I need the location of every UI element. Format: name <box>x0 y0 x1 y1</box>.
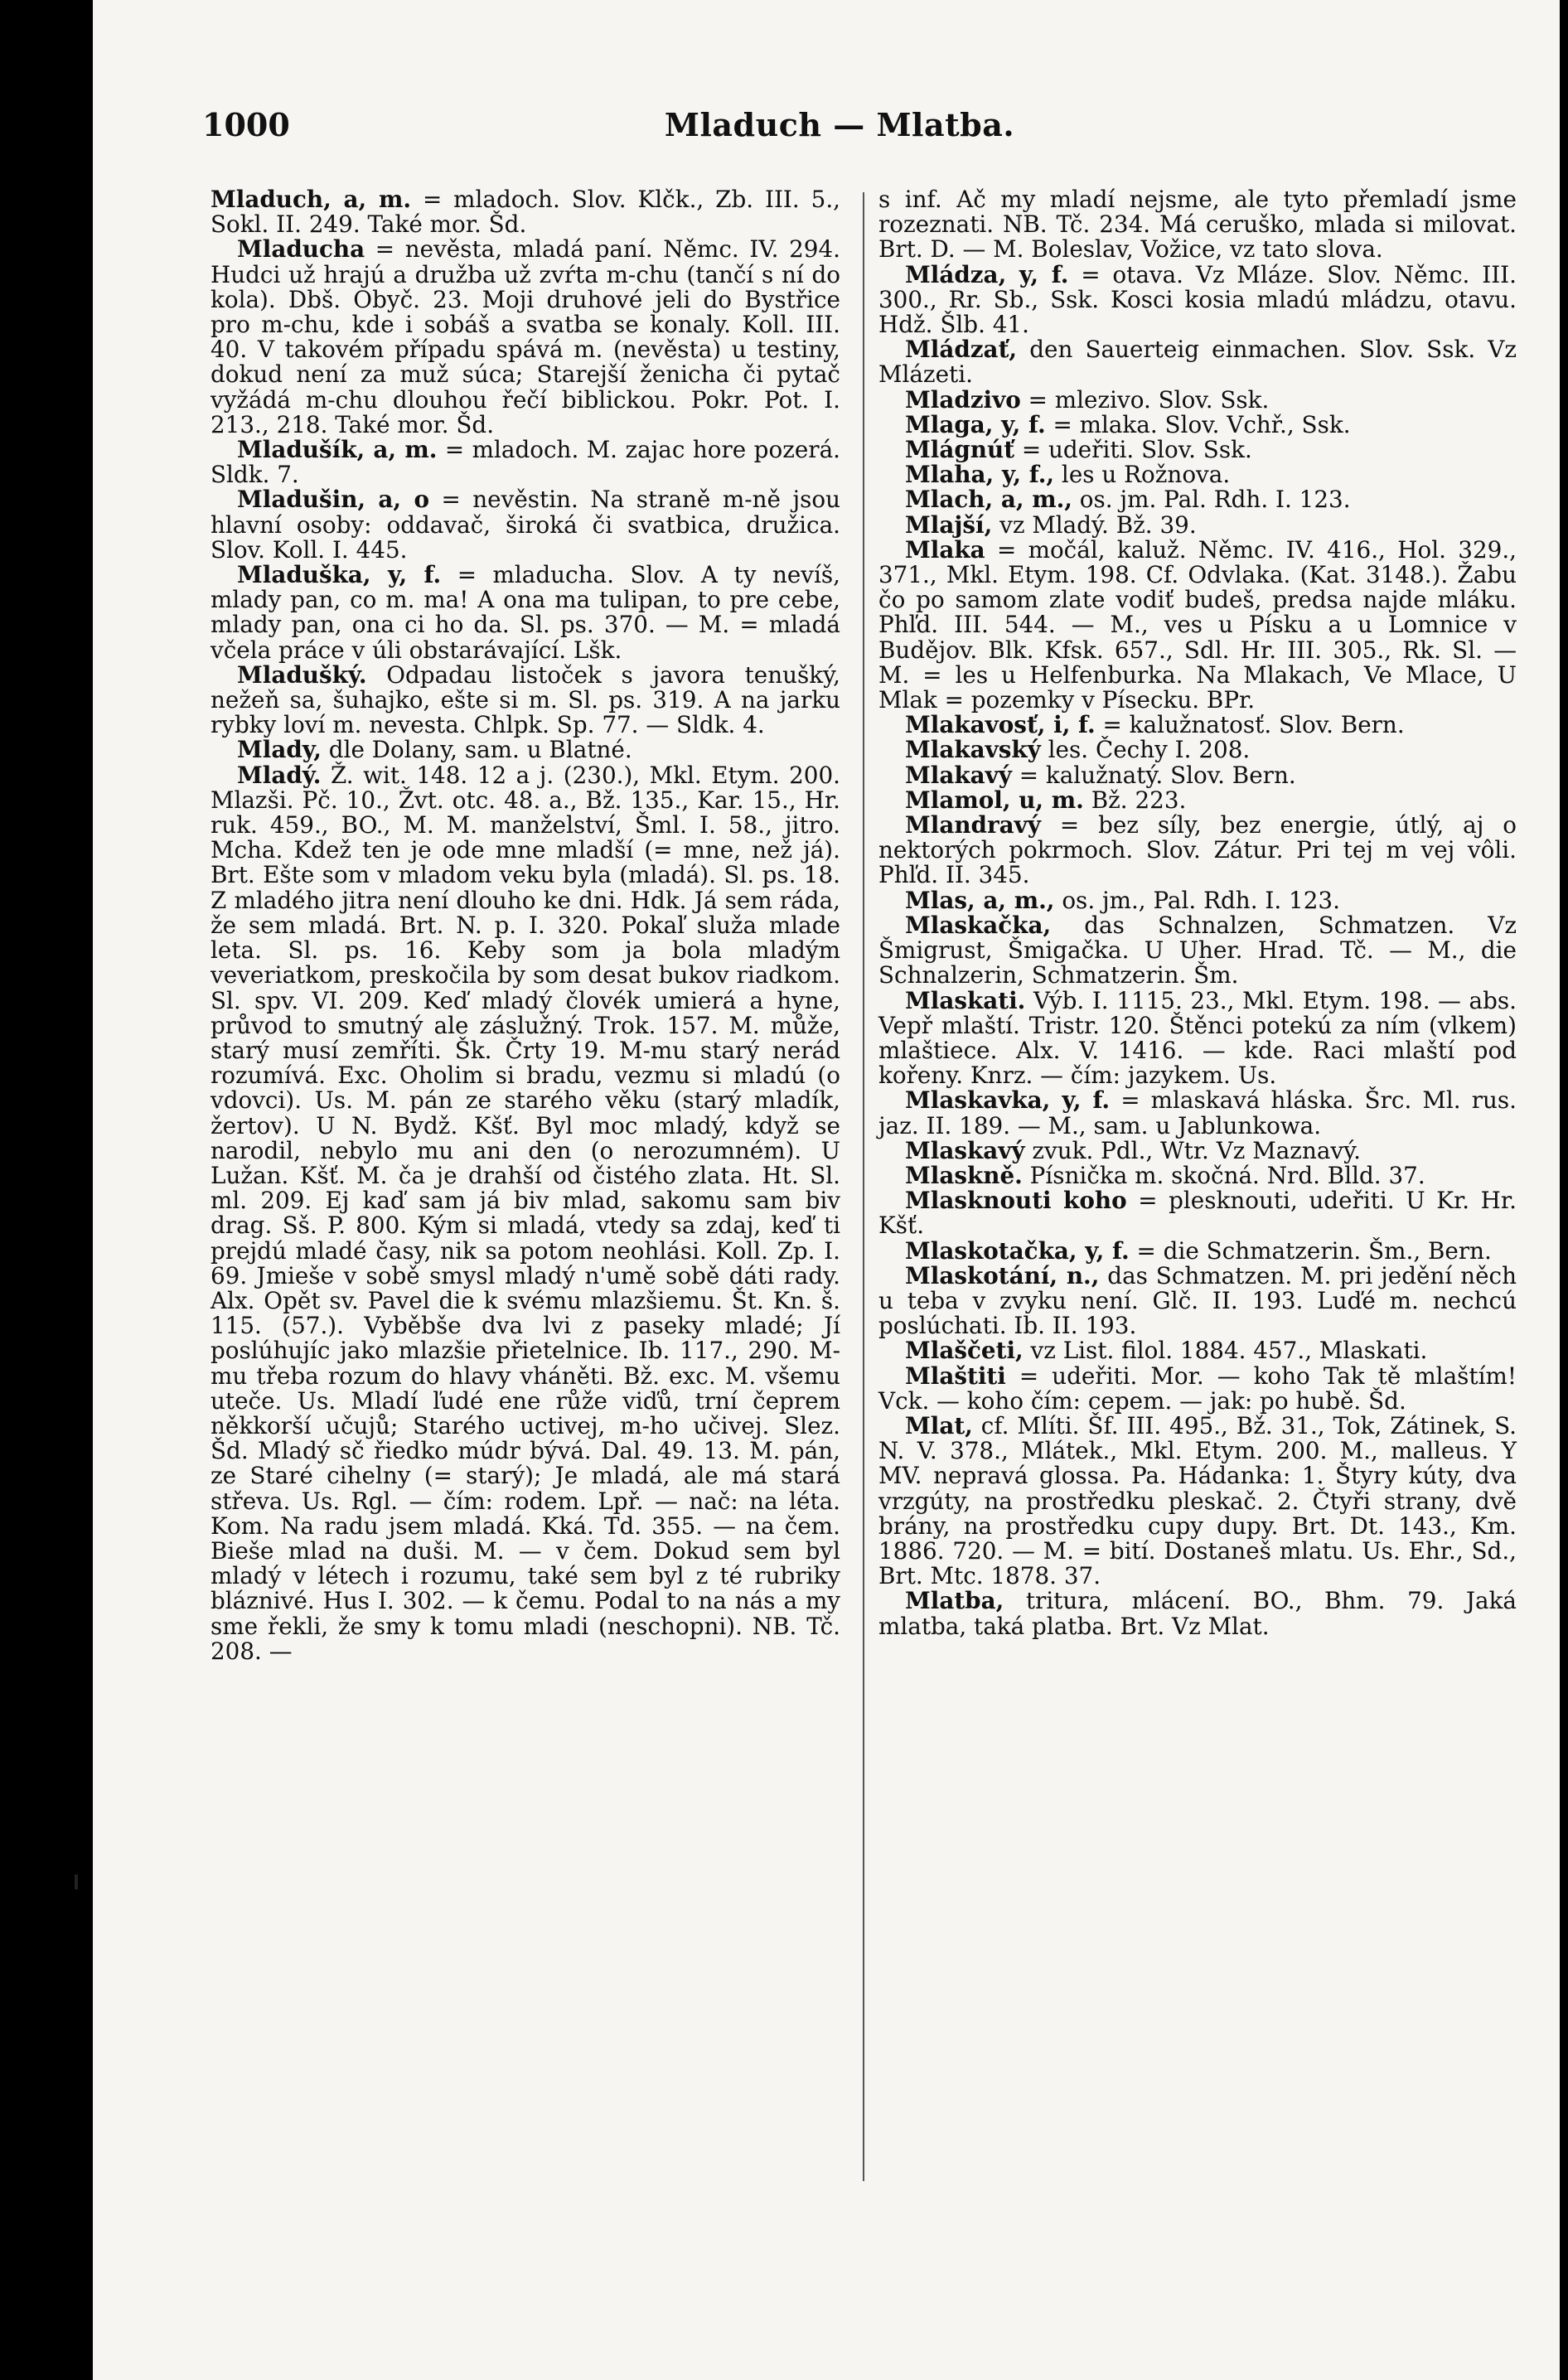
entry-headword: Mlágnúť <box>905 436 1015 464</box>
entry-headword: Mladzivo <box>905 385 1021 414</box>
dictionary-entry <box>211 237 840 438</box>
dictionary-entry <box>878 487 1517 512</box>
entry-text: = bez síly, bez energie, útlý, aj o nektorých pokrmoch. Slov. Zátur. Pri tej m vej vôli. Phľd. II. 345. <box>878 811 1517 889</box>
entry-headword: Mlaha, y, f., <box>905 461 1055 489</box>
entry-text: les. Čechy I. 208. <box>1040 736 1251 764</box>
entry-text: = udeřiti. Slov. Ssk. <box>1014 436 1252 464</box>
left-column <box>211 187 840 1664</box>
entry-text: = otava. Vz Mláze. Slov. Němc. III. 300., Rr. Sb., Ssk. Kosci kosia mladú mládzu, otavu. Hdž. Šlb. 41. <box>878 260 1517 339</box>
entry-headword: Mlandravý <box>905 811 1041 839</box>
dictionary-entry <box>878 438 1517 462</box>
entry-headword: Mlaskotačka, y, f. <box>905 1236 1130 1265</box>
entry-text: dle Dolany, sam. u Blatné. <box>321 736 632 764</box>
dictionary-entry <box>878 1411 1517 1590</box>
entry-text: Bž. 223. <box>1083 786 1187 814</box>
entry-text: = plesknouti, udeřiti. U Kr. Hr. Kšť. <box>878 1187 1517 1240</box>
entry-text: tritura, mlácení. BO., Bhm. 79. Jaká mlatba, taká platba. Brt. Vz Mlat. <box>878 1587 1517 1640</box>
entry-headword: Mladuška, y, f. <box>237 561 442 589</box>
running-header <box>202 106 1477 156</box>
entry-text: = kalužnatosť. Slov. Bern. <box>1095 711 1405 739</box>
dictionary-entry <box>878 913 1517 989</box>
dictionary-entry <box>878 187 1517 263</box>
entry-text: = mlaskavá hláska. Šrc. Ml. rus. jaz. II. 189. — M., sam. u Jablunkowa. <box>878 1086 1517 1139</box>
dictionary-entry <box>211 763 840 1664</box>
entry-headword: Mlach, a, m., <box>905 486 1072 514</box>
entry-headword: Mlaštiti <box>905 1362 1006 1390</box>
dictionary-entry <box>211 487 840 563</box>
entry-text: os. jm., Pal. Rdh. I. 123. <box>1054 886 1340 914</box>
entry-headword: Mlady, <box>237 736 322 764</box>
page-number: 1000 <box>202 106 290 143</box>
dictionary-entry <box>878 1364 1517 1414</box>
entry-headword: Mladý. <box>237 761 322 789</box>
entry-headword: Mlaskavý <box>905 1136 1025 1164</box>
dictionary-entry <box>211 738 840 762</box>
entry-text: os. jm. Pal. Rdh. I. 123. <box>1072 486 1351 514</box>
dictionary-entry <box>211 187 840 237</box>
dictionary-entry <box>878 337 1517 387</box>
entry-text: Odpadau listoček s javora tenušký, nežeň sa, šuhajko, ešte si m. Sl. ps. 319. A na jarku rybky loví m. nevesta. Chlpk. Sp. 77. — Sldk. 4. <box>211 660 840 739</box>
right-column <box>878 187 1517 1639</box>
entry-headword: Mladušký. <box>237 660 367 689</box>
dictionary-entry <box>878 763 1517 788</box>
entry-headword: Mlaskotání, n., <box>905 1261 1100 1289</box>
entry-text: = die Schmatzerin. Šm., Bern. <box>1129 1236 1492 1265</box>
dictionary-entry <box>878 788 1517 813</box>
dictionary-entry <box>878 738 1517 762</box>
entry-text: Výb. I. 1115. 23., Mkl. Etym. 198. — abs. Vepř mlaští. Tristr. 120. Štěnci potekú za ním (vlkem) mlaštiece. Alx. V. 1416. — kde. Raci mlaští pod kořeny. Knrz. — čím: jazykem. Us. <box>878 986 1517 1090</box>
dictionary-entry <box>878 1236 1517 1265</box>
entry-headword: Mlakavosť, i, f. <box>905 711 1096 739</box>
entry-headword: Mladušík, a, m. <box>237 436 438 464</box>
entry-headword: Mlakavý <box>905 761 1012 789</box>
dictionary-entry <box>878 713 1517 738</box>
entry-headword: Mlaščeti, <box>905 1337 1024 1365</box>
entry-text: vz List. filol. 1884. 457., Mlaskati. <box>1023 1337 1428 1365</box>
entry-headword: Mlaga, y, f. <box>905 410 1046 438</box>
dictionary-entry <box>878 410 1517 438</box>
dictionary-entry <box>878 510 1517 539</box>
dictionary-entry <box>878 385 1517 414</box>
entry-headword: Mlajší, <box>905 510 993 539</box>
entry-headword: Mlatba, <box>905 1587 1004 1615</box>
dictionary-entry <box>211 660 840 739</box>
entry-headword: Mlaskati. <box>905 986 1026 1014</box>
entry-headword: Mlas, a, m., <box>905 886 1055 914</box>
entry-text: s inf. Ač my mladí nejsme, ale tyto přemladí jsme rozeznati. NB. Tč. 234. Má ceruško, mlada si milovat. Brt. D. — M. Boleslav, Vožice, vz tato slova. <box>878 186 1517 264</box>
margin-mark <box>75 1874 78 1889</box>
entry-headword: Mlaka <box>905 535 985 564</box>
dictionary-entry <box>878 1261 1517 1340</box>
entry-headword: Mlaskačka, <box>905 911 1052 939</box>
column-divider <box>863 192 864 2181</box>
entry-text: = mladoch. Slov. Klčk., Zb. III. 5., Sokl. II. 249. Také mor. Šd. <box>211 186 840 239</box>
entry-text: = mlezivo. Slov. Ssk. <box>1020 385 1270 414</box>
page <box>93 0 1560 2380</box>
dictionary-entry <box>878 260 1517 339</box>
entry-text: les u Rožnova. <box>1054 461 1231 489</box>
entry-headword: Mlat, <box>905 1411 973 1439</box>
entry-text: das Schmatzen. M. pri jedění něch u teba v zvyku není. Glč. II. 193. Luďé m. nechcú poslúchati. Ib. II. 193. <box>878 1261 1517 1340</box>
entry-headword: Mládza, y, f. <box>905 260 1069 288</box>
dictionary-entry <box>878 1163 1517 1188</box>
entry-text: cf. Mlíti. Šf. III. 495., Bž. 31., Tok, Zátinek, S. N. V. 378., Mlátek., Mkl. Etym. 200. M., malleus. Y MV. nepravá glossa. Pa. Hádanka: 1. Štyry kúty, dva vrzgúty, na prostředku pleskač. 2. Čtyři strany, dvě brány, na prostředku cupy dupy. Brt. Dt. 143., Km. 1886. 720. — M. = bití. Dostaneš mlatu. Us. Ehr., Sd., Brt. Mtc. 1878. 37. <box>878 1411 1517 1590</box>
entry-text: vz Mladý. Bž. 39. <box>992 510 1197 539</box>
entry-headword: Mládzať, <box>905 336 1018 364</box>
entry-headword: Mladušin, a, o <box>237 486 429 514</box>
entry-text: den Sauerteig einmachen. Slov. Ssk. Vz Mlázeti. <box>878 336 1517 389</box>
entry-headword: Mlaskavka, y, f. <box>905 1086 1111 1115</box>
entry-text: Ž. wit. 148. 12 a j. (230.), Mkl. Etym. 200. Mlazši. Pč. 10., Žvt. otc. 48. a., Bž. 135., Kar. 15., Hr. ruk. 459., BO., M. M. manželství, Šml. I. 58., jitro. Mcha. Kdež ten je ode mne mladší (= mne, než já). Brt. Ešte som v mladom veku byla (mladá). Sl. ps. 18. Z mladého jitra není dlouho ke dni. Hdk. Já sem ráda, že sem mladá. Brt. N. p. I. 320. Pokaľ služa mlade leta. Sl. ps. 16. Keby som ja bola mladým veveriatkom, preskočila by som desat bukov riadkom. Sl. spv. VI. 209. Keď mladý človék umierá a hyne, průvod to smutný ale záslužný. Trok. 157. M. může, starý musí zemříti. Šk. Črty 19. M-mu starý nerád rozumívá. Exc. Oholim si bradu, vezmu si mladú (o vdovci). Us. M. pán ze starého věku (starý mladík, žertov). U N. Bydž. Kšť. Byl moc mladý, když se narodil, nebylo mu ani den (o nerozumném). U Lužan. Kšť. M. ča je drahší od čistého zlata. Ht. Sl. ml. 209. Ej kaď sam já biv mlad, sakomu sam biv drag. Sš. P. 800. Kým si mladá, vtedy sa zdaj, keď ti prejdú mladé časy, nik sa potom neohlási. Koll. Zp. I. 69. Jmieše v sobě smysl mladý n'umě sobě dáti rady. Alx. Opět sv. Pavel die k svému mlazšiemu. Št. Kn. š. 115. (57.). Vyběbše dva lvi z paseky mladé; Jí poslúhujíc jako mlazšie přietelnice. Ib. 117., 290. M-mu třeba rozum do hlavy vháněti. Bž. exc. M. všemu uteče. Us. Mladí ľudé ene růže viďů, trní čeprem někkorší učujů; Starého uctivej, m-ho učivej. Slez. Šd. Mladý sč řiedko múdr bývá. Dal. 49. 13. M. pán, ze Staré cihelny (= starý); Je mladá, ale má stará střeva. Us. Rgl. — čím: rodem. Lpř. — nač: na léta. Kom. Na radu jsem mladá. Kká. Td. 355. — na čem. Bieše mlad na duši. M. — v čem. Dokud sem byl mladý v létech i rozumu, také sem byl z té rubriky bláznivé. Hus I. 302. — k čemu. Podal to na nás a my sme řekli, že smy k tomu mladi (neschopni). NB. Tč. 208. — <box>211 761 840 1665</box>
dictionary-entry <box>878 1088 1517 1138</box>
dictionary-entry <box>878 1136 1517 1164</box>
entry-headword: Mladuch, a, m. <box>211 186 412 213</box>
dictionary-entry <box>878 1188 1517 1238</box>
entry-text: = mladoch. M. zajac hore pozerá. Sldk. 7. <box>211 436 840 489</box>
entry-text: = močál, kaluž. Němc. IV. 416., Hol. 329., 371., Mkl. Etym. 198. Cf. Odvlaka. (Kat. 3148.). Žabu čo po samom zlate vodiť budeš, predsa najde mláku. Phľd. III. 544. — M., ves u Písku a u Lomnice v Budějov. Blk. Kfsk. 657., Sdl. Hr. III. 305., Rk. Sl. — M. = les u Helfenburka. Na Mlakach, Ve Mlace, U Mlak = pozemky v Písecku. BPr. <box>878 535 1517 714</box>
entry-text: = kalužnatý. Slov. Bern. <box>1011 761 1296 789</box>
dictionary-entry <box>878 1338 1517 1363</box>
entry-text: = mlaka. Slov. Vchř., Ssk. <box>1045 410 1351 438</box>
entry-headword: Mladucha <box>237 235 365 264</box>
entry-text: = nevěsta, mladá paní. Němc. IV. 294. Hudci už hrajú a družba už zvŕta m-chu (tančí s ní do kola). Dbš. Obyč. 23. Moji druhové jeli do Bystřice pro m-chu, kde i sobáš a svatba se konaly. Koll. III. 40. V takovém případu spává m. (nevěsta) u testiny, dokud není za muž súca; Starejší ženicha či pytač vyžádá m-chu dlouhou řečí biblickou. Pokr. Pot. I. 213., 218. Také mor. Šd. <box>211 235 840 438</box>
entry-text: = mladucha. Slov. A ty nevíš, mlady pan, co m. ma! A ona ma tulipan, to pre cebe, mlady pan, ona ci ho da. Sl. ps. 370. — M. = mladá včela práce v úli obstarávající. Lšk. <box>211 561 841 664</box>
dictionary-entry <box>878 813 1517 888</box>
dictionary-entry <box>211 563 840 663</box>
entry-headword: Mlasknouti koho <box>905 1187 1127 1215</box>
dictionary-entry <box>878 1589 1517 1638</box>
dictionary-entry <box>878 462 1517 487</box>
entry-text: = nevěstin. Na straně m-ně jsou hlavní osoby: oddavač, široká či svatbica, družica. Slov. Koll. I. 445. <box>211 486 841 564</box>
entry-text: Písnička m. skočná. Nrd. Blld. 37. <box>1022 1161 1425 1189</box>
entry-headword: Mlakavský <box>905 736 1041 764</box>
entry-text: zvuk. Pdl., Wtr. Vz Maznavý. <box>1024 1136 1361 1164</box>
entry-text: = udeřiti. Mor. — koho Tak tě mlaštím! Vck. — koho čím: cepem. — jak: po hubě. Šd. <box>878 1362 1517 1415</box>
page-title: Mladuch — Mlatba. <box>664 106 1015 143</box>
dictionary-entry <box>211 438 840 487</box>
entry-headword: Mlamol, u, m. <box>905 786 1084 814</box>
entry-text: das Schnalzen, Schmatzen. Vz Šmigrust, Šmigačka. U Uher. Hrad. Tč. — M., die Schnalzerin, Schmatzerin. Šm. <box>878 911 1517 989</box>
dictionary-entry <box>878 888 1517 913</box>
entry-headword: Mlaskně. <box>905 1161 1023 1189</box>
dictionary-entry <box>878 986 1517 1090</box>
dictionary-entry <box>878 535 1517 714</box>
